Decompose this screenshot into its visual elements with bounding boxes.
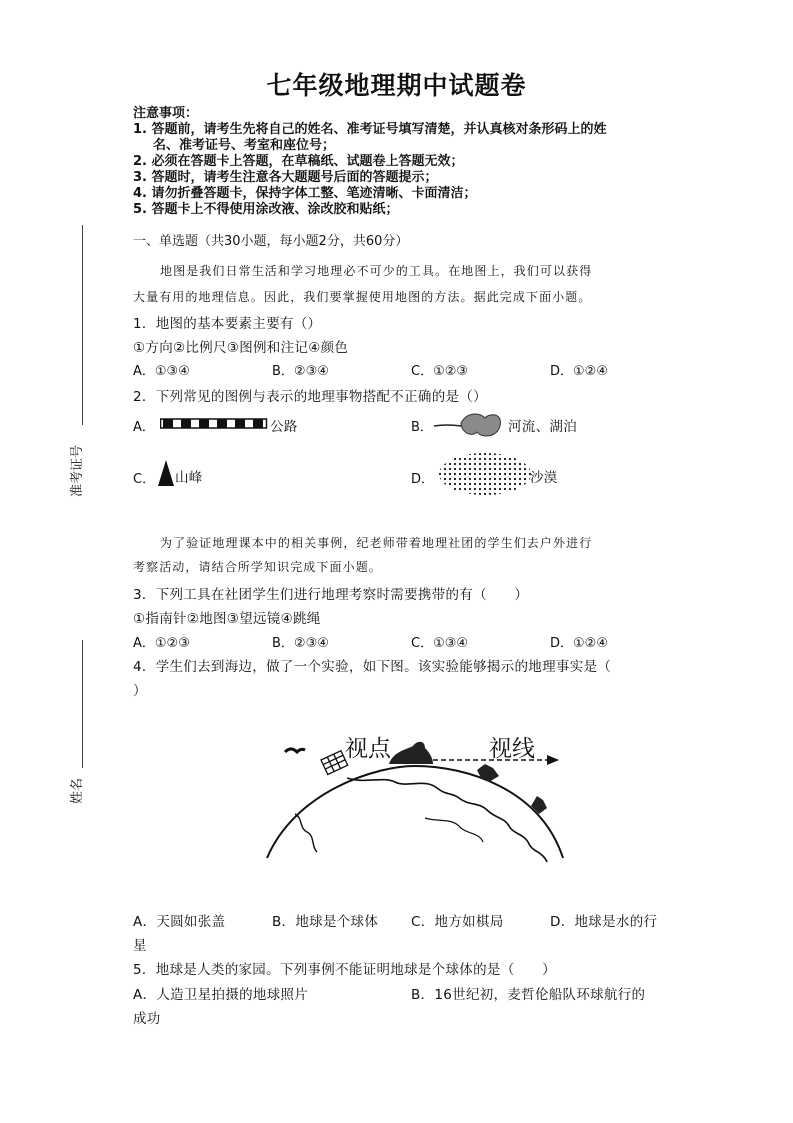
option-b: B． (411, 420, 433, 435)
page-title: 七年级地理期中试题卷 (266, 71, 527, 100)
option-a: A．人造卫星拍摄的地球照片 (133, 987, 309, 1003)
binding-line (82, 640, 83, 768)
option-d: D．①②④ (550, 364, 608, 379)
desert-legend-icon (438, 452, 532, 496)
name-label: 姓名 (70, 777, 85, 804)
figure-label-viewpoint: 视点 (345, 736, 391, 762)
exam-id-label: 准考证号 (70, 444, 85, 497)
notice-item: 4. 请勿折叠答题卡，保持字体工整、笔迹清晰、卡面清洁； (133, 186, 477, 201)
question-items: ①方向②比例尺③图例和注记④颜色 (133, 340, 349, 356)
notice-item: 3. 答题时，请考生注意各大题题号后面的答题提示； (133, 170, 438, 185)
question-stem: 3．下列工具在社团学生们进行地理考察时需要携带的有（ ） (133, 587, 529, 603)
question-stem: 2．下列常见的图例与表示的地理事物搭配不正确的是（） (133, 389, 487, 405)
notice-item: 2. 必须在答题卡上答题，在草稿纸、试题卷上答题无效； (133, 154, 464, 169)
section-heading: 一、单选题（共30小题，每小题2分，共60分） (133, 234, 409, 249)
notice-item: 名、准考证号、考室和座位号； (153, 138, 336, 153)
option-a: A． (133, 420, 155, 435)
option-c: C．①③④ (411, 636, 469, 651)
option-a: A．①②③ (133, 636, 190, 651)
option-label: 山峰 (175, 470, 203, 486)
option-d: D． (411, 472, 435, 487)
binding-line (82, 225, 83, 425)
notice-block (133, 106, 607, 218)
option-c: C．①②③ (411, 364, 469, 379)
option-d-continued: 星 (133, 938, 147, 954)
option-d: D．地球是水的行 (550, 914, 658, 930)
option-label: 公路 (270, 419, 298, 435)
question-stem: 5．地球是人类的家园。下列事例不能证明地球是个球体的是（ ） (133, 962, 556, 978)
option-b: B．②③④ (272, 636, 329, 651)
question-stem: 4．学生们去到海边，做了一个实验，如下图。该实验能够揭示的地理事实是（ (133, 659, 612, 675)
option-b: B．②③④ (272, 364, 329, 379)
river-lake-legend-icon (433, 408, 508, 442)
figure-label-sightline: 视线 (489, 736, 535, 762)
intro-paragraph: 大量有用的地理信息。因此，我们要掌握使用地图的方法。据此完成下面小题。 (133, 290, 592, 304)
notice-heading: 注意事项： (133, 106, 199, 121)
notice-item: 5. 答题卡上不得使用涂改液、涂改胶和贴纸； (133, 202, 399, 217)
notice-item: 1. 答题前，请考生先将自己的姓名、准考证号填写清楚，并认真核对条形码上的姓 (133, 122, 607, 137)
intro-paragraph: 考察活动，请结合所学知识完成下面小题。 (133, 560, 382, 574)
option-b: B．地球是个球体 (272, 914, 379, 930)
option-c: C． (133, 472, 156, 487)
option-a: A．①③④ (133, 364, 190, 379)
option-c: C．地方如棋局 (411, 914, 504, 930)
mountain-peak-legend-icon (157, 459, 175, 487)
intro-paragraph: 为了验证地理课本中的相关事例，纪老师带着地理社团的学生们去户外进行 (160, 536, 593, 550)
option-label: 河流、湖泊 (508, 419, 577, 435)
option-b-continued: 成功 (133, 1011, 161, 1027)
intro-paragraph: 地图是我们日常生活和学习地理必不可少的工具。在地图上，我们可以获得 (160, 264, 593, 278)
option-d: D．①②④ (550, 636, 608, 651)
question-items: ①指南针②地图③望远镜④跳绳 (133, 611, 321, 627)
option-a: A．天圆如张盖 (133, 914, 226, 930)
question-stem: 1．地图的基本要素主要有（） (133, 316, 322, 332)
road-legend-icon (160, 418, 268, 430)
option-label: 沙漠 (530, 470, 558, 486)
option-b: B．16世纪初，麦哲伦船队环球航行的 (411, 987, 646, 1003)
question-stem: ） (133, 683, 147, 699)
